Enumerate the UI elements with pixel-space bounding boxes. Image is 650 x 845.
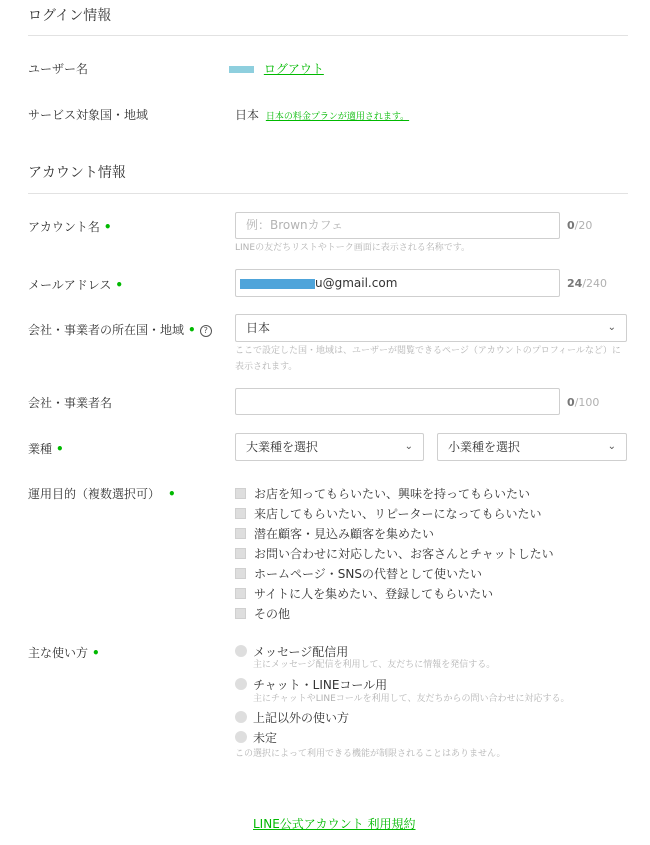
email-label [28, 276, 123, 293]
account-name-input[interactable] [235, 212, 560, 239]
purpose-option-label: 潜在顧客・見込み顧客を集めたい [254, 526, 435, 541]
usage-label-text: 主な使い方 [28, 646, 89, 660]
counter-current: 0 [567, 219, 575, 232]
region-label: サービス対象国・地域 [28, 108, 149, 122]
industry-label-text: 業種 [28, 442, 53, 456]
country-label [28, 321, 212, 338]
purpose-label [28, 485, 176, 502]
country-label-text: 会社・事業者の所在国・地域 [28, 323, 185, 337]
terms-link[interactable]: LINE公式アカウント 利用規約 [253, 817, 416, 831]
email-counter [567, 277, 607, 290]
checkbox[interactable] [235, 588, 246, 599]
purpose-option[interactable] [235, 583, 493, 603]
account-name-label-text: アカウント名 [28, 220, 100, 234]
country-select[interactable] [235, 314, 627, 342]
counter-max: /240 [582, 277, 608, 290]
purpose-option-label: お店を知ってもらいたい、興味を持ってもらいたい [254, 486, 531, 501]
country-hint-line2: 表示されます。 [235, 362, 298, 372]
radio[interactable] [235, 678, 247, 690]
usage-option-label: チャット・LINEコール用 [253, 677, 388, 692]
counter-max: /100 [574, 396, 600, 409]
username-label: ユーザー名 [28, 62, 89, 76]
usage-option-other[interactable] [235, 707, 349, 727]
account-name-placeholder: 例：Brownカフェ [246, 218, 344, 232]
account-name-counter [567, 219, 592, 232]
required-dot: • [92, 646, 100, 660]
checkbox[interactable] [235, 548, 246, 559]
usage-note: この選択によって利用できる機能が制限されることはありません。 [235, 749, 506, 759]
checkbox[interactable] [235, 508, 246, 519]
purpose-option[interactable] [235, 543, 554, 563]
region-value: 日本 [235, 108, 260, 122]
required-dot: • [56, 442, 64, 456]
divider [28, 35, 628, 36]
username-row [229, 60, 324, 77]
purpose-option-label: その他 [254, 606, 291, 621]
counter-max: /20 [574, 219, 593, 232]
account-section-title: アカウント情報 [28, 165, 126, 181]
country-hint-line1: ここで設定した国・地域は、ユーザーが閲覧できるページ（アカウントのプロフィールなど）に [235, 346, 621, 356]
divider [28, 193, 628, 194]
purpose-option[interactable] [235, 483, 530, 503]
usage-option-label: メッセージ配信用 [253, 644, 349, 659]
region-row [235, 106, 409, 123]
counter-current: 0 [567, 396, 575, 409]
minor-industry-select[interactable] [437, 433, 627, 461]
required-dot: • [168, 487, 176, 501]
purpose-option[interactable] [235, 523, 434, 543]
purpose-option-label: お問い合わせに対応したい、お客さんとチャットしたい [254, 546, 554, 561]
purpose-option-label: 来店してもらいたい、リピーターになってもらいたい [254, 506, 542, 521]
account-name-label [28, 218, 112, 235]
chevron-down-icon: ⌄ [607, 322, 616, 333]
checkbox[interactable] [235, 608, 246, 619]
masked-username [229, 66, 254, 73]
radio[interactable] [235, 645, 247, 657]
account-name-hint: LINEの友だちリストやトーク画面に表示される名称です。 [235, 243, 471, 253]
usage-option-label: 未定 [253, 730, 278, 745]
usage-label [28, 644, 100, 661]
logout-link[interactable]: ログアウト [263, 62, 324, 76]
checkbox[interactable] [235, 528, 246, 539]
chevron-down-icon: ⌄ [607, 441, 616, 452]
purpose-option[interactable] [235, 503, 542, 523]
purpose-option-label: ホームページ・SNSの代替として使いたい [254, 566, 482, 581]
purpose-option[interactable] [235, 563, 482, 583]
purpose-label-text: 運用目的（複数選択可） [28, 487, 161, 501]
email-value-suffix: u@gmail.com [315, 276, 398, 290]
company-input[interactable] [235, 388, 560, 415]
counter-current: 24 [567, 277, 583, 290]
usage-option-desc: 主にチャットやLINEコールを利用して、友だちからの問い合わせに対応する。 [253, 694, 570, 704]
major-industry-value: 大業種を選択 [246, 440, 319, 454]
help-icon[interactable]: ? [200, 325, 212, 337]
radio[interactable] [235, 711, 247, 723]
email-input[interactable] [235, 269, 560, 297]
major-industry-select[interactable] [235, 433, 424, 461]
chevron-down-icon: ⌄ [404, 441, 413, 452]
required-dot: • [103, 220, 112, 234]
usage-option-desc: 主にメッセージ配信を利用して、友だちに情報を発信する。 [253, 660, 496, 670]
company-counter [567, 396, 599, 409]
login-section-title: ログイン情報 [28, 8, 112, 24]
company-label: 会社・事業者名 [28, 396, 113, 410]
email-label-text: メールアドレス [28, 278, 112, 292]
usage-option-undecided[interactable] [235, 727, 277, 747]
minor-industry-value: 小業種を選択 [448, 440, 521, 454]
purpose-option-label: サイトに人を集めたい、登録してもらいたい [254, 586, 494, 601]
masked-email [240, 279, 315, 289]
radio[interactable] [235, 731, 247, 743]
purpose-option[interactable] [235, 603, 290, 623]
usage-option-label: 上記以外の使い方 [253, 710, 350, 725]
country-select-value: 日本 [246, 321, 271, 335]
industry-label [28, 440, 64, 457]
checkbox[interactable] [235, 568, 246, 579]
checkbox[interactable] [235, 488, 246, 499]
pricing-plan-link[interactable]: 日本の料金プランが適用されます。 [265, 112, 410, 122]
required-dot: • [115, 278, 124, 292]
required-dot: • [188, 323, 196, 337]
